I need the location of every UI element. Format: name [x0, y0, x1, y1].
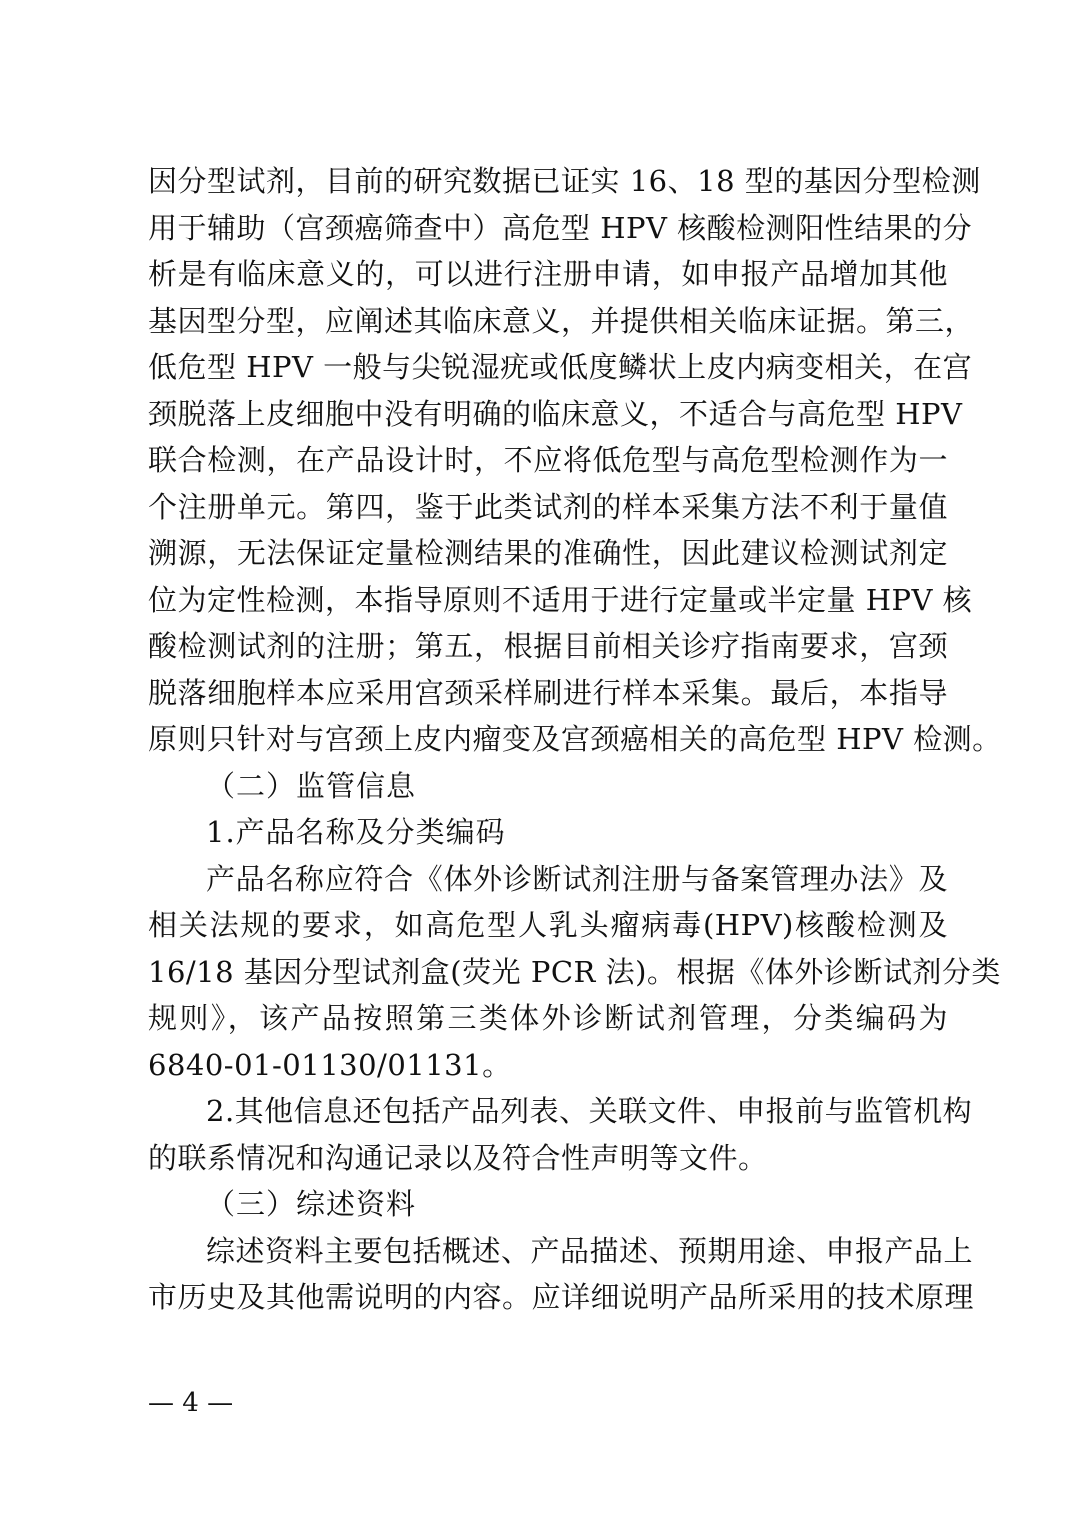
- text-line: 16/18 基因分型试剂盒(荧光 PCR 法)。根据《体外诊断试剂分类: [148, 954, 1001, 989]
- section-heading-regulatory-info: （二）监管信息: [206, 768, 417, 803]
- text-line: 析是有临床意义的，可以进行注册申请，如申报产品增加其他: [148, 257, 948, 291]
- text-line: 的联系情况和沟通记录以及符合性声明等文件。: [148, 1140, 768, 1175]
- text-line: 个注册单元。第四，鉴于此类试剂的样本采集方法不利于量值: [148, 489, 948, 524]
- subsection-heading-product-name: 1.产品名称及分类编码: [206, 815, 506, 849]
- text-line: 位为定性检测，本指导原则不适用于进行定量或半定量 HPV 核: [148, 582, 973, 617]
- section-heading-summary: （三）综述资料: [206, 1187, 417, 1221]
- text-line: 规则》，该产品按照第三类体外诊断试剂管理，分类编码为: [148, 1001, 948, 1035]
- text-line: 2.其他信息还包括产品列表、关联文件、申报前与监管机构: [206, 1094, 973, 1128]
- page-number: — 4 —: [148, 1388, 234, 1418]
- document-body: [148, 158, 1002, 1321]
- text-line: 市历史及其他需说明的内容。应详细说明产品所采用的技术原理: [148, 1280, 975, 1314]
- text-line: 综述资料主要包括概述、产品描述、预期用途、申报产品上: [206, 1233, 974, 1268]
- text-line: 基因型分型，应阐述其临床意义，并提供相关临床证据。第三，: [148, 303, 975, 338]
- text-line: 脱落细胞样本应采用宫颈采样刷进行样本采集。最后，本指导: [148, 675, 948, 710]
- text-line: 因分型试剂，目前的研究数据已证实 16、18 型的基因分型检测: [148, 164, 981, 198]
- text-line: 颈脱落上皮细胞中没有明确的临床意义，不适合与高危型 HPV: [148, 396, 963, 431]
- text-line: 溯源，无法保证定量检测结果的准确性，因此建议检测试剂定: [148, 536, 948, 570]
- text-line: 相关法规的要求，如高危型人乳头瘤病毒(HPV)核酸检测及: [148, 908, 948, 942]
- text-line: 产品名称应符合《体外诊断试剂注册与备案管理办法》及: [206, 861, 948, 896]
- text-line: 原则只针对与宫颈上皮内瘤变及宫颈癌相关的高危型 HPV 检测。: [148, 722, 1002, 756]
- text-line: 联合检测，在产品设计时，不应将低危型与高危型检测作为一: [148, 443, 948, 477]
- text-line: 6840-01-01130/01131。: [148, 1047, 512, 1082]
- text-line: 酸检测试剂的注册；第五，根据目前相关诊疗指南要求，宫颈: [148, 629, 948, 663]
- text-line: 低危型 HPV 一般与尖锐湿疣或低度鳞状上皮内病变相关，在宫: [148, 350, 973, 384]
- text-line: 用于辅助（宫颈癌筛查中）高危型 HPV 核酸检测阳性结果的分: [148, 210, 973, 245]
